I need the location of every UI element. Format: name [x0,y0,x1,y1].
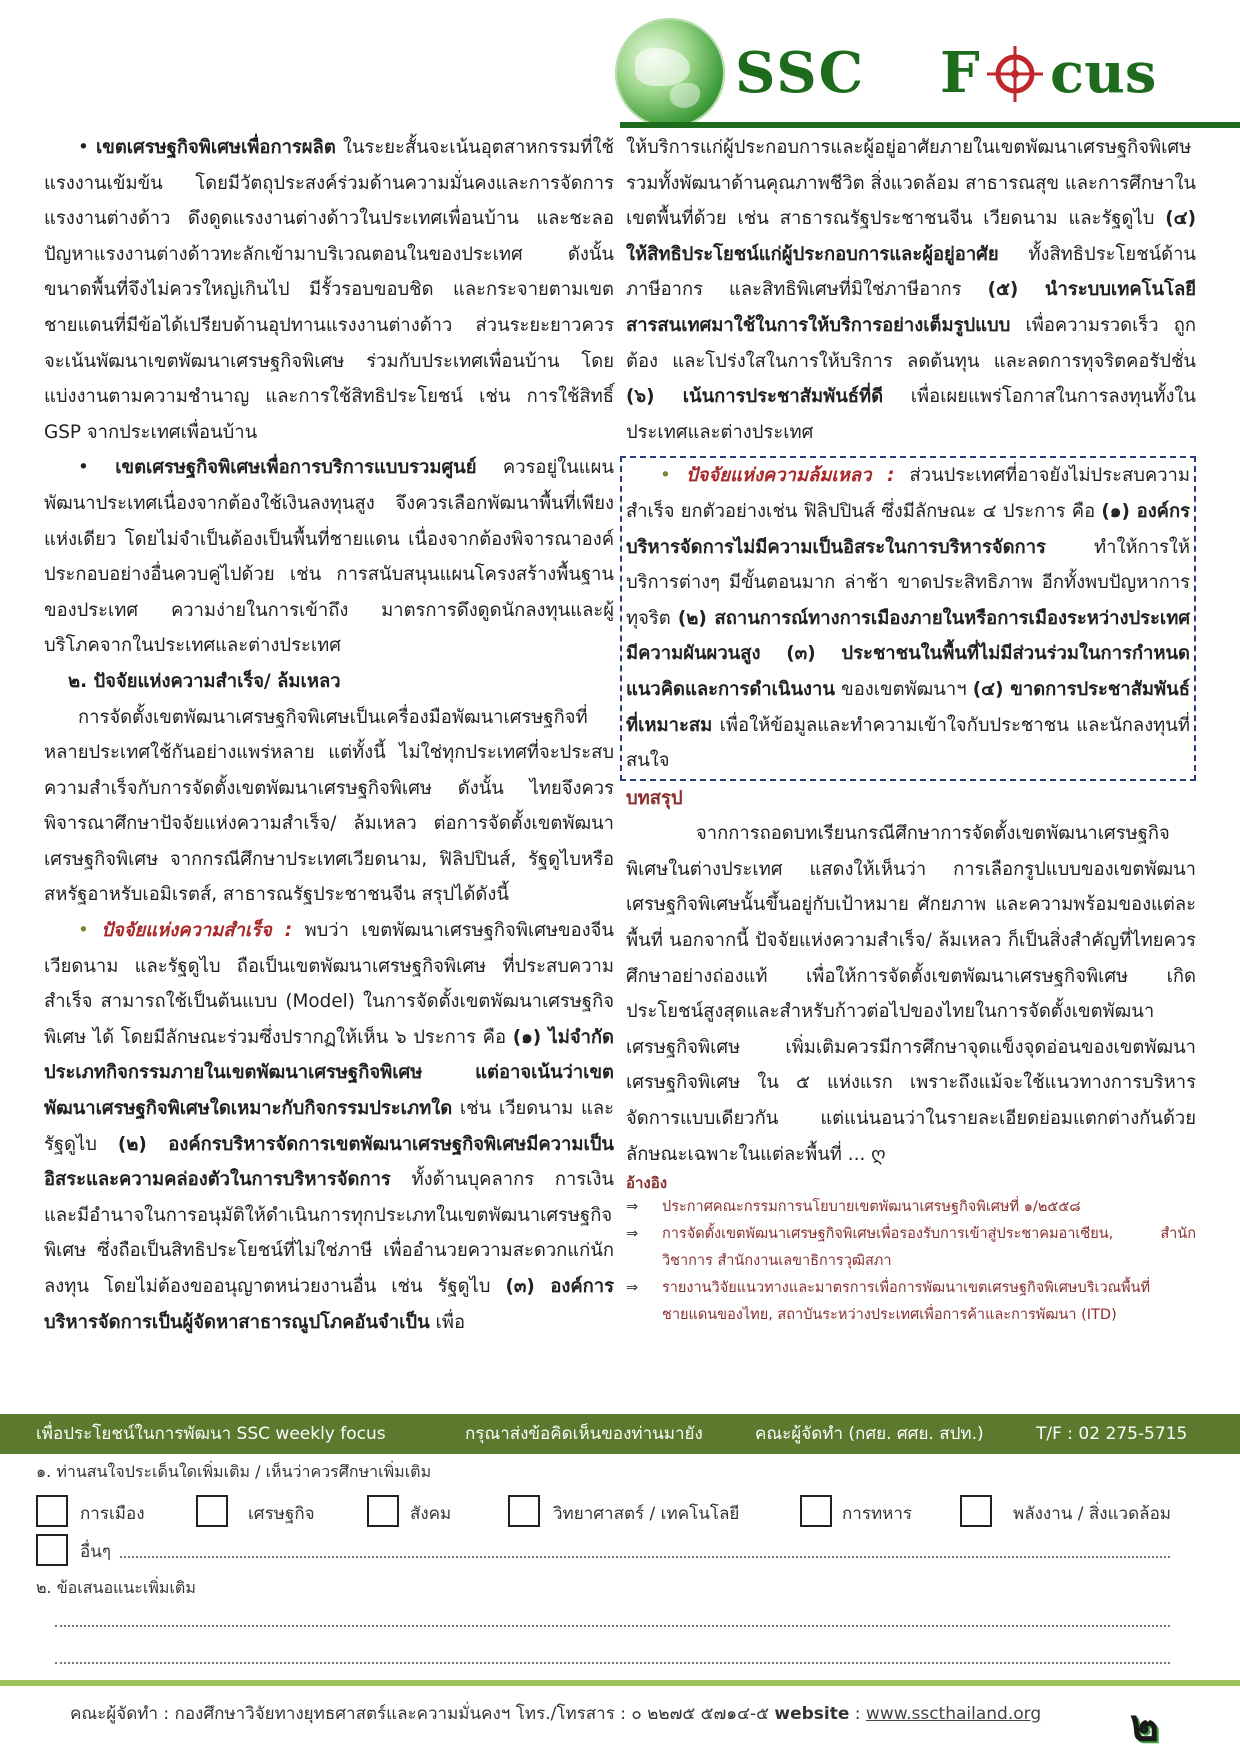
paragraph-text: จากการถอดบทเรียนกรณีศึกษาการจัดตั้งเขตพัฒนาเศรษฐกิจพิเศษในต่างประเทศ แสดงให้เห็นว่า การเลือกรูปแบบของเขตพัฒนาเศรษฐกิจพิเศษนั้นขึ้นอยู่กับเป้าหมาย ศักยภาพ และความพร้อมของแต่ละพื้นที่ นอกจากนี้ ปัจจัยแห่งความสำเร็จ/ ล้มเหลว ก็เป็นสิ่งสำคัญที่ไทยควรศึกษาอย่างถ่องแท้ เพื่อให้การจัดตั้งเขตพัฒนาเศรษฐกิจพิเศษ เกิดประโยชน์สูงสุดและสำหรับก้าวต่อไปของไทยในการจัดตั้งเขตพัฒนาเศรษฐกิจพิเศษ เพิ่มเติมควรมีการศึกษาจุดแข็งจุดอ่อนของเขตพัฒนาเศรษฐกิจพิเศษ ใน ๕ แห่งแรก เพราะถึงแม้จะใช้แนวทางการบริหารจัดการแบบเดียวกัน แต่แน่นอนว่าในรายละเอียดย่อมแตกต่างกันด้วยลักษณะเฉพาะในแต่ละพื้นที่ ... [626,823,1196,1165]
band-phone: T/F : 02 275-5715 [1036,1424,1188,1444]
bullet: • [78,137,89,158]
website-link[interactable]: www.sscthailand.org [865,1704,1042,1724]
bullet: • [660,465,671,487]
band-text-1: เพื่อประโยชน์ในการพัฒนา SSC weekly focus [36,1424,386,1444]
reference-item [626,1275,1196,1329]
paragraph-text: ทำให้การให้บริการต่างๆ มีขั้นตอนมาก ล่าช้า ขาดประสิทธิภาพ อีกทั้งพบปัญหาการทุจริต [626,536,1190,629]
paragraph-failure-factors [626,458,1190,778]
logo-focus-rest: cus [1050,40,1157,106]
bold-text: (๒) สถานการณ์ทางการเมืองภายในหรือการเมืองระหว่างประเทศมีความผันผวนสูง (๓) ประชาชนในพื้นที่ไม่มีส่วนร่วมในการกำหนดแนวคิดและการดำเนินงาน [626,607,1190,700]
page-number: ๒ [1130,1700,1160,1751]
suggestion-line[interactable] [55,1625,1170,1627]
arrow-icon: ⇒ [626,1226,639,1243]
bold-text: (๖) เน้นการประชาสัมพันธ์ที่ดี [626,386,884,408]
checkbox-label: เศรษฐกิจ [248,1504,315,1524]
bottom-rule [0,1680,1240,1686]
paragraph-text: เพื่อให้ข้อมูลและทำความเข้าใจกับประชาชน และนักลงทุนที่สนใจ [626,714,1190,772]
paragraph-continued [626,130,1196,450]
end-mark-icon: ღ [871,1143,886,1165]
paragraph-text: เพื่อเผยแพร่โอกาสในการลงทุนทั้งในประเทศและต่างประเทศ [626,386,1196,443]
logo-focus-f: F [940,40,980,106]
feedback-band [0,1414,1240,1454]
other-input-line[interactable] [120,1556,1170,1558]
bold-heading: เขตเศรษฐกิจพิเศษเพื่อการผลิต [95,137,336,158]
paragraph-text: เพื่อ [429,1311,465,1333]
reference-text: การจัดตั้งเขตพัฒนาเศรษฐกิจพิเศษเพื่อรองรับการเข้าสู่ประชาคมอาเซียน, สำนักวิชาการ สำนักงานเลขาธิการวุฒิสภา [662,1226,1196,1270]
checkbox-label: วิทยาศาสตร์ / เทคโนโลยี [553,1504,740,1524]
crosshair-icon [985,42,1045,102]
footer [70,1700,1041,1727]
paragraph-service-zone [44,450,614,664]
reference-text: ประกาศคณะกรรมการนโยบายเขตพัฒนาเศรษฐกิจพิเศษที่ ๑/๒๕๕๘ [662,1199,1081,1216]
paragraph-text: ของเขตพัฒนาฯ [834,678,973,700]
section-heading: ๒. ปัจจัยแห่งความสำเร็จ/ ล้มเหลว [68,670,341,692]
paragraph-text: ให้บริการแก่ผู้ประกอบการและผู้อยู่อาศัยภายในเขตพัฒนาเศรษฐกิจพิเศษ รวมทั้งพัฒนาด้านคุณภาพชีวิต สิ่งแวดล้อม สาธารณสุข และการศึกษาในเขตพื้นที่ด้วย เช่น สาธารณรัฐประชาชนจีน เวียดนาม และรัฐดูไบ [626,137,1196,230]
reference-text: รายงานวิจัยแนวทางและมาตรการเพื่อการพัฒนาเขตเศรษฐกิจพิเศษบริเวณพื้นที่ชายแดนของไทย, สถาบันระหว่างประเทศเพื่อการค้าและการพัฒนา (ITD) [662,1280,1151,1324]
checkbox-label: พลังงาน / สิ่งแวดล้อม [1013,1504,1171,1524]
paragraph-text: ควรอยู่ในแผนพัฒนาประเทศเนื่องจากต้องใช้เงินลงทุนสูง จึงควรเลือกพัฒนาพื้นที่เพียงแห่งเดียว โดยไม่จำเป็นต้องเป็นพื้นที่ชายแดน เนื่องจากต้องพิจารณาองค์ประกอบอย่างอื่นควบคู่ไปด้วย เช่น การสนับสนุนแผนโครงสร้างพื้นฐานของประเทศ ความง่ายในการเข้าถึง มาตรการดึงดูดนักลงทุนและผู้บริโภคจากในประเทศและต่างประเทศ [44,457,614,657]
checkbox-energy-environment[interactable] [960,1495,992,1527]
checkbox-label: การทหาร [842,1504,913,1524]
paragraph-text: เพื่อความรวดเร็ว ถูกต้อง และโปร่งใสในการให้บริการ ลดต้นทุน และลดการทุจริตคอรัปชั่น [626,314,1196,372]
bold-text: (๓) องค์การบริหารจัดการเป็นผู้จัดหาสาธารณูปโภคอันจำเป็น [44,1276,615,1333]
logo-ssc-text: SSC [735,40,866,106]
failure-factors-box [620,456,1196,780]
bold-heading: เขตเศรษฐกิจพิเศษเพื่อการบริการแบบรวมศูนย์ [115,457,477,479]
references-title: อ้างอิง [626,1174,668,1193]
suggestion-line[interactable] [55,1662,1170,1664]
left-column [44,130,614,1340]
bullet: • [78,457,89,479]
bold-text: (๔) ขาดการประชาสัมพันธ์ที่เหมาะสม [626,678,1190,736]
arrow-icon: ⇒ [626,1199,639,1216]
bullet: • [78,920,89,942]
conclusion-paragraph [626,816,1196,1172]
paragraph-text: ทั้งด้านบุคลากร การเงิน และมีอำนาจในการอนุมัติให้ดำเนินการทุกประเภทในเขตพัฒนาเศรษฐกิจพิเศษ ซึ่งถือเป็นสิทธิประโยชน์ที่ไม่ใช่ภาษี เพื่ออำนวยความสะดวกแก่นักลงทุน โดยไม่ต้องขออนุญาตหน่วยงานอื่น เช่น รัฐดูไบ [44,1169,614,1297]
band-text-2: กรุณาส่งข้อคิดเห็นของท่านมายัง [465,1424,703,1444]
website-label: website [774,1704,850,1724]
globe-logo-icon [615,18,725,128]
checkbox-science-tech[interactable] [508,1495,540,1527]
checkbox-society[interactable] [367,1495,399,1527]
paragraph-text: พบว่า เขตพัฒนาเศรษฐกิจพิเศษของจีน เวียดนาม และรัฐดูไบ ถือเป็นเขตพัฒนาเศรษฐกิจพิเศษ ที่ประสบความสำเร็จ สามารถใช้เป็นต้นแบบ (Model) ในการจัดตั้งเขตพัฒนาเศรษฐกิจพิเศษ ได้ โดยมีลักษณะร่วมซึ่งปรากฏให้เห็น ๖ ประการ คือ [44,920,614,1048]
paragraph-text: ทั้งสิทธิประโยชน์ด้านภาษีอากร และสิทธิพิเศษที่มิใช่ภาษีอากร [626,243,1196,301]
conclusion-title: บทสรุป [626,787,683,809]
checkbox-label: อื่นๆ [80,1542,111,1562]
footer-text: คณะผู้จัดทำ : กองศึกษาวิจัยทางยุทธศาสตร์และความมั่นคงฯ โทร./โทรสาร : ๐ ๒๒๗๕ ๕๗๑๔-๕ [70,1704,775,1724]
checkbox-label: สังคม [410,1504,452,1524]
reference-item [626,1221,1196,1275]
bold-text: (๕) นำระบบเทคโนโลยีสารสนเทศมาใช้ในการให้บริการอย่างเต็มรูปแบบ [626,279,1197,336]
checkbox-politics[interactable] [36,1495,68,1527]
bold-text: (๑) ไม่จำกัดประเภทกิจกรรมภายในเขตพัฒนาเศรษฐกิจพิเศษ แต่อาจเน้นว่าเขตพัฒนาเศรษฐกิจพิเศษใดเหมาะกับกิจกรรมประเภทใด [44,1026,614,1120]
paragraph-text: เช่น เวียดนาม และรัฐดูไบ [44,1098,614,1155]
paragraph-text: ส่วนประเทศที่อาจยังไม่ประสบความสำเร็จ ยกตัวอย่างเช่น ฟิลิปปินส์ ซึ่งมีลักษณะ ๔ ประการ คือ [626,465,1190,522]
paragraph-production-zone [44,130,614,450]
paragraph-intro: การจัดตั้งเขตพัฒนาเศรษฐกิจพิเศษเป็นเครื่องมือพัฒนาเศรษฐกิจที่หลายประเทศใช้กันอย่างแพร่หลาย แต่ทั้งนี้ ไม่ใช่ทุกประเทศที่จะประสบความสำเร็จกับการจัดตั้งเขตพัฒนาเศรษฐกิจพิเศษ ดังนั้น ไทยจึงควรพิจารณาศึกษาปัจจัยแห่งความสำเร็จ/ ล้มเหลว ต่อการจัดตั้งเขตพัฒนาเศรษฐกิจพิเศษ จากกรณีศึกษาประเทศเวียดนาม, ฟิลิปปินส์, รัฐดูไบหรือสหรัฐอาหรับเอมิเรตส์, สาธารณรัฐประชาชนจีน สรุปได้ดังนี้ [44,706,614,906]
arrow-icon: ⇒ [626,1280,639,1297]
right-column [626,130,1196,1329]
band-text-3: คณะผู้จัดทำ (กศย. ศศย. สปท.) [755,1424,984,1444]
header-rule [620,122,1240,128]
reference-item [626,1194,1196,1221]
paragraph-success-factors [44,913,614,1340]
website-separator: : [849,1704,866,1724]
paragraph-text: ในระยะสั้นจะเน้นอุตสาหกรรมที่ใช้แรงงานเข้มข้น โดยมีวัตถุประสงค์ร่วมด้านความมั่นคงและการจัดการแรงงานต่างด้าว ดึงดูดแรงงานต่างด้าวในประเทศเพื่อนบ้าน และชะลอปัญหาแรงงานต่างด้าวทะลักเข้ามาบริเวณตอนในของประเทศ ดังนั้น ขนาดพื้นที่จึงไม่ควรใหญ่เกินไป มีรั้วรอบขอบชิด และกระจายตามเขตชายแดนที่มีข้อได้เปรียบด้านอุปทานแรงงานต่างด้าว ส่วนระยะยาวควรจะเน้นพัฒนาเขตพัฒนาเศรษฐกิจพิเศษ ร่วมกับประเทศเพื่อนบ้าน โดยแบ่งงานตามความชำนาญ และการใช้สิทธิประโยชน์ เช่น การใช้สิทธิ์ GSP จากประเทศเพื่อนบ้าน [44,137,614,443]
italic-heading: ปัจจัยแห่งความล้มเหลว : [685,465,895,487]
checkbox-other[interactable] [36,1534,68,1566]
question-2: ๒. ข้อเสนอแนะเพิ่มเติม [36,1578,196,1597]
bold-text: (๒) องค์กรบริหารจัดการเขตพัฒนาเศรษฐกิจพิเศษมีความเป็นอิสระและความคล่องตัวในการบริหารจัดการ [44,1133,614,1191]
checkbox-label: การเมือง [80,1504,145,1524]
italic-heading: ปัจจัยแห่งความสำเร็จ : [101,920,293,942]
bold-text: (๑) องค์กรบริหารจัดการไม่มีความเป็นอิสระในการบริหารจัดการ [626,500,1190,558]
question-1: ๑. ท่านสนใจประเด็นใดเพิ่มเติม / เห็นว่าควรศึกษาเพิ่มเติม [36,1462,432,1481]
checkbox-military[interactable] [800,1495,832,1527]
bold-text: (๔) ให้สิทธิประโยชน์แก่ผู้ประกอบการและผู้อยู่อาศัย [626,208,1196,265]
checkbox-economy[interactable] [196,1495,228,1527]
